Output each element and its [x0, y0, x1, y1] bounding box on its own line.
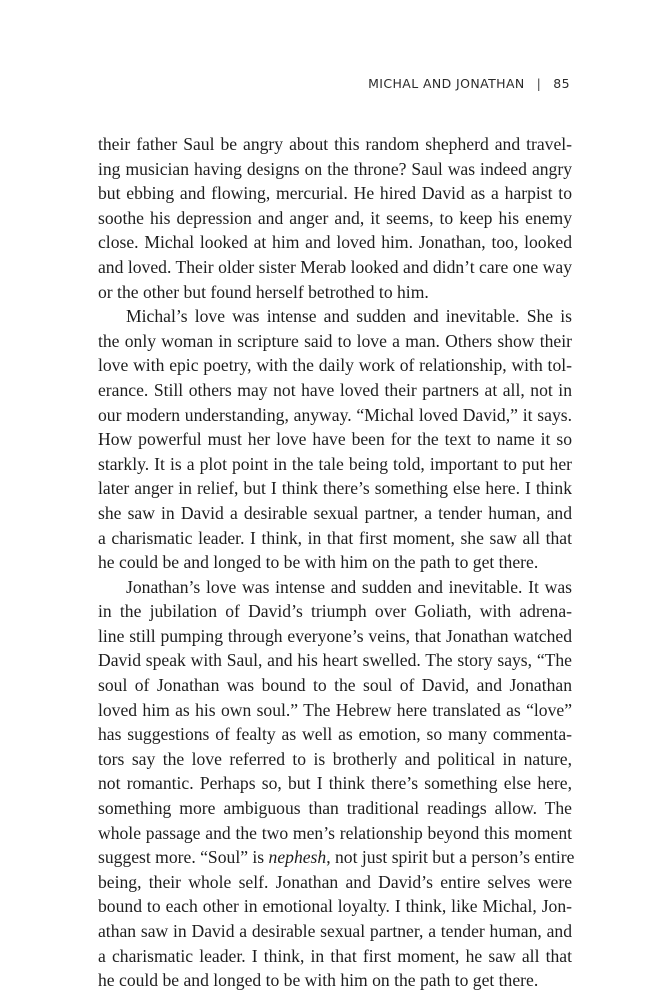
- text-line: soul of Jonathan was bound to the soul of David, and Jonathan: [98, 675, 572, 696]
- text-line: our modern understanding, anyway. “Michal loved David,” it says.: [98, 404, 572, 425]
- text-line: she saw in David a desirable sexual partner, a tender human, and: [98, 502, 572, 523]
- text-line: but ebbing and flowing, mercurial. He hired David as a harpist to: [98, 183, 572, 204]
- chapter-title: MICHAL AND JONATHAN: [368, 76, 525, 91]
- header-separator: |: [536, 76, 542, 91]
- text-line: starkly. It is a plot point in the tale being told, important to put her: [98, 453, 572, 474]
- text-line: Michal’s love was intense and sudden and inevitable. She is: [126, 306, 572, 327]
- text-line: their father Saul be angry about this random shepherd and travel-: [98, 134, 572, 154]
- text-line: and loved. Their older sister Merab looked and didn’t care one way: [98, 256, 572, 277]
- running-head: [368, 76, 570, 91]
- page-number: 85: [553, 76, 570, 91]
- paragraph: [98, 304, 572, 575]
- text-line: love with epic poetry, with the daily work of relationship, with tol-: [98, 355, 572, 376]
- text-line: being, their whole self. Jonathan and David’s entire selves were: [98, 871, 572, 892]
- text-line: loved him as his own soul.” The Hebrew here translated as “love”: [98, 699, 572, 720]
- italic-term: nephesh: [268, 847, 327, 868]
- text-line: something more ambiguous than traditional readings allow. The: [98, 798, 572, 819]
- text-line: or the other but found herself betrothed to him.: [98, 281, 429, 302]
- text-line: ing musician having designs on the throne? Saul was indeed angry: [98, 158, 572, 179]
- text-line: Jonathan’s love was intense and sudden and inevitable. It was: [126, 576, 572, 597]
- text-line: a charismatic leader. I think, in that first moment, he saw all that: [98, 945, 572, 966]
- text-line: not romantic. Perhaps so, but I think there’s something else here,: [98, 773, 572, 794]
- text-line: a charismatic leader. I think, in that first moment, she saw all that: [98, 527, 572, 548]
- text-line: in the jubilation of David’s triumph over Goliath, with adrena-: [98, 601, 572, 622]
- text-line: bound to each other in emotional loyalty. I think, like Michal, Jon-: [98, 896, 572, 917]
- paragraph: [98, 132, 572, 304]
- text-line: tors say the love referred to is brotherly and political in nature,: [98, 748, 572, 769]
- text-line: has suggestions of fealty as well as emotion, so many commenta-: [98, 724, 572, 745]
- text-line: erance. Still others may not have loved their partners at all, not in: [98, 379, 572, 400]
- text-line: athan saw in David a desirable sexual partner, a tender human, and: [98, 921, 572, 941]
- text-line: later anger in relief, but I think there’s something else here. I think: [98, 478, 572, 499]
- text-line: he could be and longed to be with him on the path to get there.: [98, 552, 539, 573]
- text-line: line still pumping through everyone’s veins, that Jonathan watched: [98, 625, 572, 646]
- text-line: soothe his depression and anger and, it seems, to keep his enemy: [98, 207, 572, 228]
- text-line: the only woman in scripture said to love a man. Others show their: [98, 330, 572, 351]
- text-line: suggest more. “Soul” is nephesh, not just spirit but a person’s entire: [98, 847, 575, 868]
- paragraph: [98, 575, 575, 993]
- body-text: [98, 132, 575, 993]
- text-line: whole passage and the two men’s relationship beyond this moment: [98, 822, 572, 843]
- text-line: close. Michal looked at him and loved him. Jonathan, too, looked: [98, 232, 572, 253]
- text-line: he could be and longed to be with him on the path to get there.: [98, 970, 539, 991]
- text-line: David speak with Saul, and his heart swelled. The story says, “The: [98, 650, 572, 671]
- text-line: How powerful must her love have been for the text to name it so: [98, 429, 572, 450]
